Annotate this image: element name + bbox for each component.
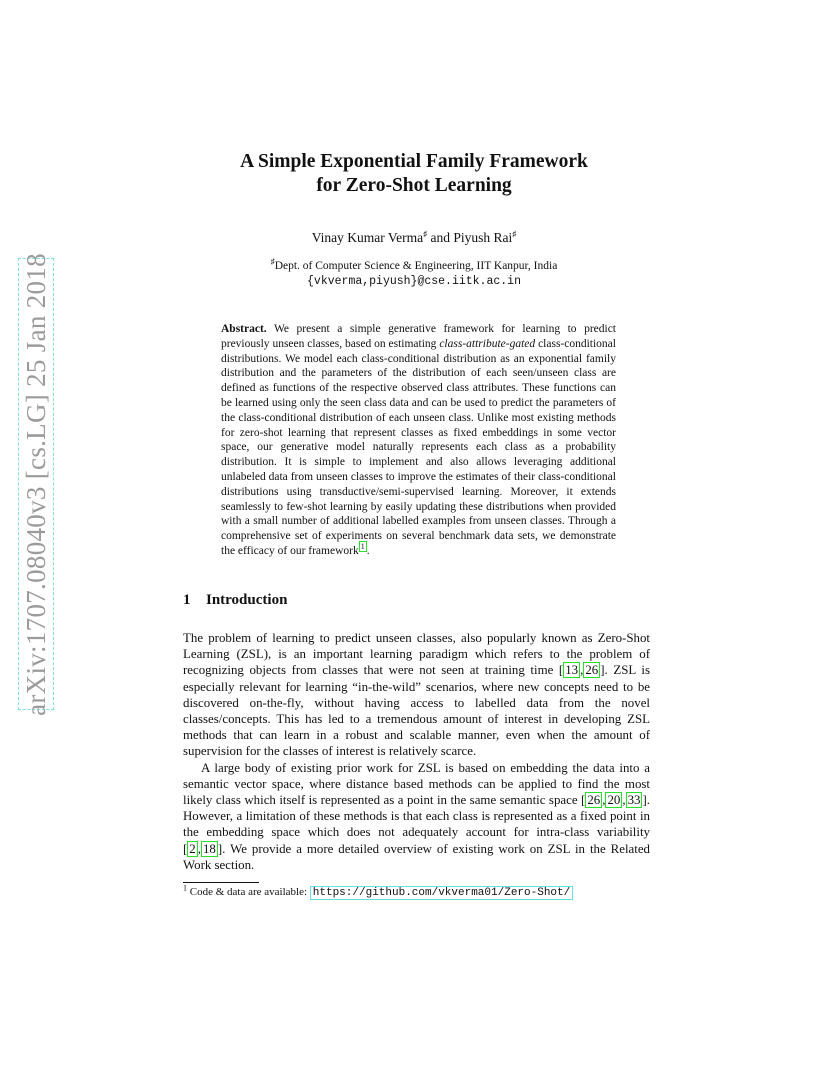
introduction-body	[183, 630, 650, 873]
affiliation-mark: ♯	[270, 257, 275, 267]
abstract-end: .	[366, 544, 370, 557]
citation-sep: ,	[580, 663, 584, 678]
title-line-2: for Zero-Shot Learning	[316, 175, 512, 196]
citation-link[interactable]: 20	[607, 793, 621, 808]
footnote-ref-link[interactable]: 1	[360, 542, 365, 552]
footnote-number: 1	[183, 883, 187, 893]
intro-p1-text-a: The problem of learning to predict unseen classes, also popularly known as Zero-Shot Learning (ZSL), is an important learning paradigm which refers to the problem of recognizing objects from classes that were not seen at training time [	[183, 631, 650, 678]
arxiv-stamp	[18, 252, 54, 716]
paper-title	[0, 150, 828, 198]
section-heading	[183, 592, 287, 609]
abstract-text-1: We present a simple generative framework for learning to predict previously unseen classes, based on estimating	[221, 323, 616, 350]
affiliation-email: {vkverma,piyush}@cse.iitk.ac.in	[307, 275, 521, 288]
intro-p2-text-b: ]. However, a limitation of these methods is that each class is represented as a fixed point in the embedding space which does not adequately account for intra-class variability [	[183, 793, 650, 856]
citation-sep: ,	[602, 793, 606, 808]
abstract-label: Abstract.	[221, 323, 267, 335]
intro-p1-text-b: ]. ZSL is especially relevant for learning “in-the-wild” scenarios, where new concepts need to be discovered on-the-fly, without having access to labelled data from the novel classes/concepts. This has led to a tremendous amount of interest in developing ZSL methods that can learn in a robust and scalable manner, even when the amount of supervision for the classes of interest is relatively scarce.	[183, 663, 650, 759]
footnote	[183, 883, 573, 899]
section-title: Introduction	[206, 592, 288, 608]
intro-paragraph-1	[183, 630, 650, 760]
citation-link[interactable]: 26	[587, 793, 601, 808]
authors	[0, 230, 828, 246]
citation-link[interactable]: 33	[627, 793, 641, 808]
author-2-mark: ♯	[512, 229, 517, 239]
citation-link[interactable]: 13	[565, 663, 579, 678]
affiliation	[0, 259, 828, 289]
author-and: and	[427, 230, 454, 245]
abstract-text-2: class-conditional distributions. We model each class-conditional distribution as an exponential family distribution and the parameters of the distribution of each seen/unseen class are defined as functions of the respective observed class attributes. These functions can be learned using only the seen class data and can be used to predict the parameters of the class-conditional distribution of each unseen class. Unlike most existing methods for zero-shot learning that represent classes as fixed embeddings in some vector space, our generative model naturally represents each class as a probability distribution. It is simple to implement and also allows leveraging additional unlabeled data from unseen classes to improve the estimates of their class-conditional distributions using transductive/semi-supervised learning. Moreover, it extends seamlessly to few-shot learning by easily updating these distributions when provided with a small number of additional labelled examples from unseen classes. Through a comprehensive set of experiments on several benchmark data sets, we demonstrate the efficacy of our framework	[221, 337, 616, 557]
abstract-emphasis: class-attribute-gated	[439, 337, 536, 350]
title-line-1: A Simple Exponential Family Framework	[240, 151, 588, 172]
abstract	[221, 322, 616, 559]
intro-p2-text-c: ]. We provide a more detailed overview of existing work on ZSL in the Related Work section.	[183, 841, 650, 872]
citation-link[interactable]: 18	[202, 841, 216, 856]
intro-p2-text-a: A large body of existing prior work for ZSL is based on embedding the data into a semantic vector space, where distance based methods can be applied to find the most likely class which itself is represented as a point in the same semantic space [	[183, 760, 650, 808]
author-1-mark: ♯	[423, 229, 428, 239]
code-url-link[interactable]: https://github.com/vkverma01/Zero-Shot/	[310, 886, 573, 900]
section-number: 1	[183, 592, 191, 608]
arxiv-id: arXiv:1707.08040v3 [cs.LG] 25 Jan 2018	[20, 252, 51, 716]
author-2: Piyush Rai	[453, 230, 513, 245]
citation-sep: ,	[197, 841, 201, 856]
intro-paragraph-2	[183, 760, 650, 873]
citation-link[interactable]: 2	[189, 841, 196, 856]
footnote-text: Code & data are available:	[187, 886, 310, 898]
author-1: Vinay Kumar Verma	[311, 230, 424, 245]
citation-sep: ,	[622, 793, 626, 808]
affiliation-dept: Dept. of Computer Science & Engineering, IIT Kanpur, India	[274, 260, 558, 272]
citation-link[interactable]: 26	[585, 663, 599, 678]
footnote-divider	[183, 882, 259, 883]
